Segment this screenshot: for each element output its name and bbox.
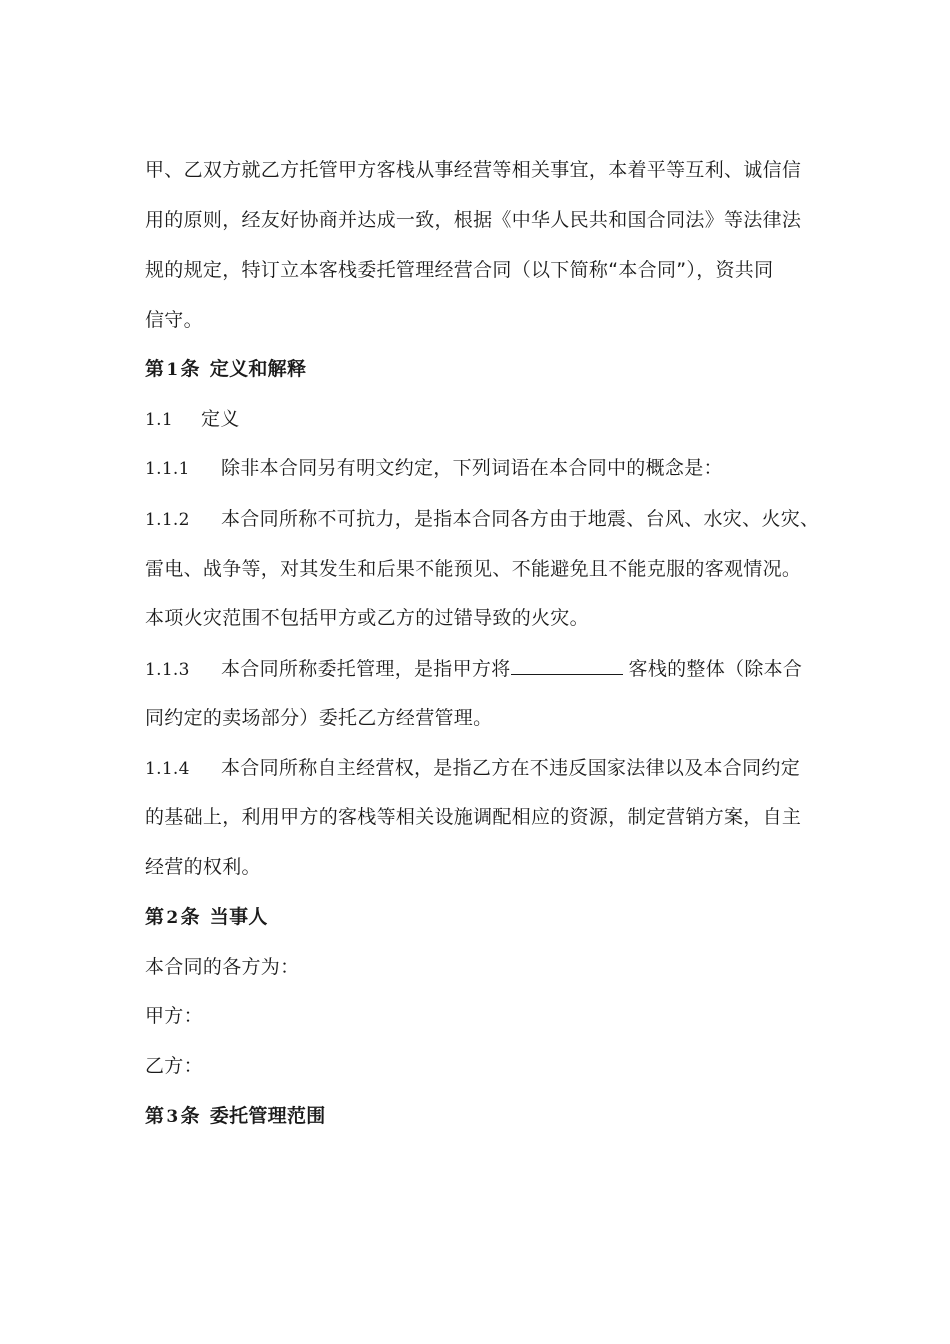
article-2-suffix: 条 bbox=[180, 906, 200, 928]
section-1-1-4 bbox=[145, 756, 815, 781]
party-b-label: 乙方： bbox=[145, 1055, 203, 1077]
parties-intro: 本合同的各方为： bbox=[145, 956, 300, 978]
article-2-heading bbox=[145, 905, 815, 930]
intro-line-3: 规的规定，特订立本客栈委托管理经营合同（以下简称“本合同”），资共同 bbox=[145, 259, 774, 281]
article-1-heading bbox=[145, 357, 815, 382]
section-1-1-2-line-3: 本项火灾范围不包括甲方或乙方的过错导致的火灾。 bbox=[145, 607, 589, 629]
section-1-1-1-text: 除非本合同另有明文约定，下列词语在本合同中的概念是： bbox=[221, 457, 723, 479]
section-1-1 bbox=[145, 407, 815, 432]
article-3-heading bbox=[145, 1104, 815, 1129]
section-1-1-2-number: 1.1.2 bbox=[145, 510, 190, 530]
article-2-title: 当事人 bbox=[209, 906, 268, 928]
section-1-1-4-number: 1.1.4 bbox=[145, 759, 190, 779]
intro-line-1: 甲、乙双方就乙方托管甲方客栈从事经营等相关事宜，本着平等互利、诚信信 bbox=[145, 159, 802, 181]
article-2-number: 2 bbox=[166, 908, 179, 928]
article-1-prefix: 第 bbox=[145, 358, 165, 380]
article-1-suffix: 条 bbox=[180, 358, 200, 380]
article-3-suffix: 条 bbox=[180, 1105, 200, 1127]
section-1-1-4-line-1: 本合同所称自主经营权，是指乙方在不违反国家法律以及本合同约定 bbox=[221, 757, 801, 779]
section-1-1-2 bbox=[145, 507, 820, 532]
article-3-title: 委托管理范围 bbox=[209, 1105, 326, 1127]
section-1-1-4-line-2: 的基础上，利用甲方的客栈等相关设施调配相应的资源，制定营销方案，自主 bbox=[145, 806, 802, 828]
section-1-1-text: 定义 bbox=[201, 408, 240, 430]
section-1-1-1-number: 1.1.1 bbox=[145, 459, 190, 479]
section-1-1-2-line-2: 雷电、战争等，对其发生和后果不能预见、不能避免且不能克服的客观情况。 bbox=[145, 558, 802, 580]
article-1-number: 1 bbox=[166, 360, 179, 380]
section-1-1-3-text-a: 本合同所称委托管理，是指甲方将 bbox=[221, 658, 511, 680]
article-3-prefix: 第 bbox=[145, 1105, 165, 1127]
article-2-prefix: 第 bbox=[145, 906, 165, 928]
section-1-1-number: 1.1 bbox=[145, 410, 173, 430]
section-1-1-3 bbox=[145, 656, 815, 682]
section-1-1-3-text-b: 客栈的整体（除本合 bbox=[628, 658, 803, 680]
intro-line-2: 用的原则，经友好协商并达成一致，根据《中华人民共和国合同法》等法律法 bbox=[145, 209, 802, 231]
section-1-1-4-line-3: 经营的权利。 bbox=[145, 856, 261, 878]
party-a-label: 甲方： bbox=[145, 1005, 203, 1027]
section-1-1-2-line-1: 本合同所称不可抗力，是指本合同各方由于地震、台风、水灾、火灾、 bbox=[221, 508, 820, 530]
blank-fill-line bbox=[511, 656, 623, 675]
intro-line-4: 信守。 bbox=[145, 309, 203, 331]
article-1-title: 定义和解释 bbox=[209, 358, 307, 380]
section-1-1-1 bbox=[145, 456, 815, 481]
article-3-number: 3 bbox=[166, 1107, 179, 1127]
section-1-1-3-number: 1.1.3 bbox=[145, 660, 190, 680]
section-1-1-3-line-2: 同约定的卖场部分）委托乙方经营管理。 bbox=[145, 707, 493, 729]
